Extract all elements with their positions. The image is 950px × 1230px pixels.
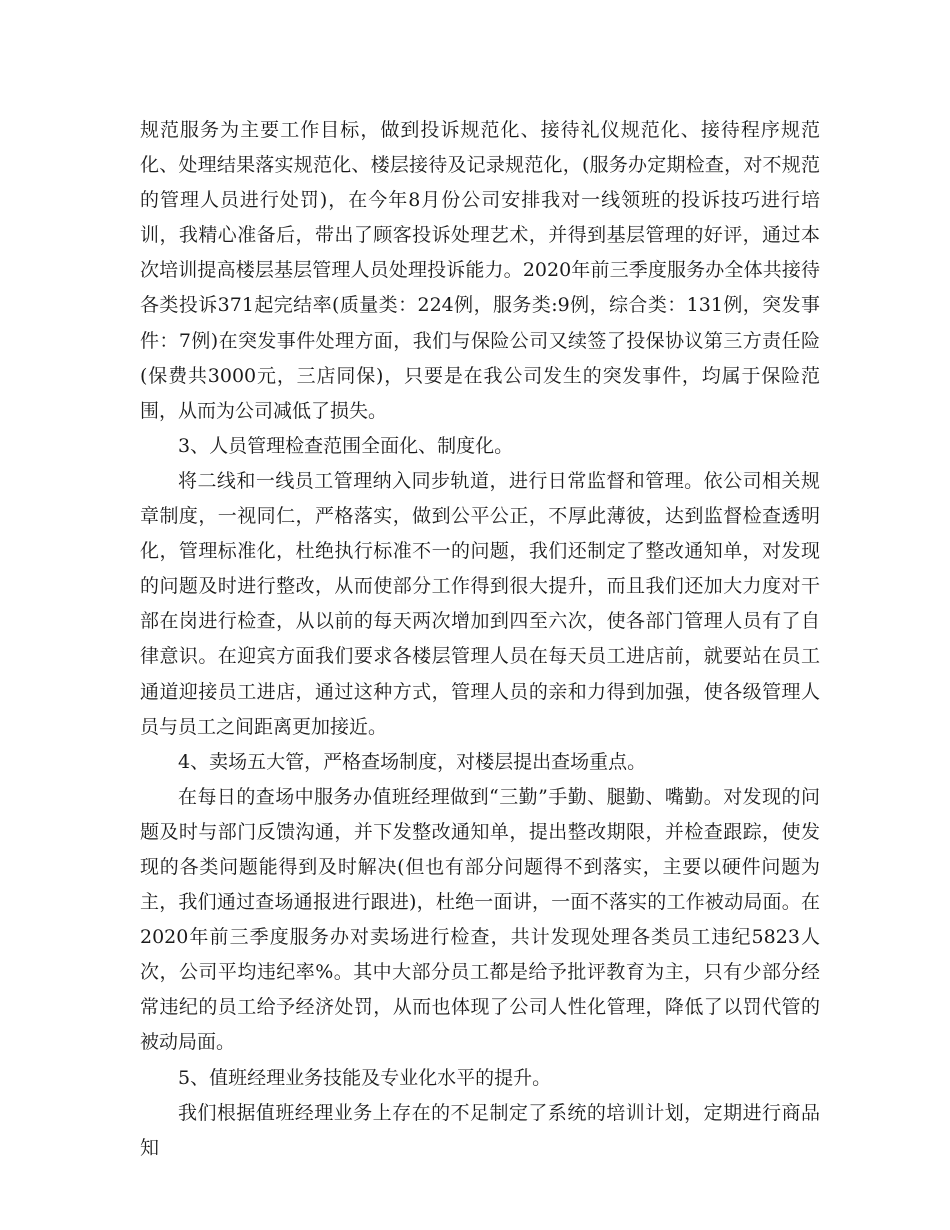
paragraph-floor-inspection: 在每日的查场中服务办值班经理做到“三勤”手勤、腿勤、嘴勤。对发现的问题及时与部门反馈沟通，并下发整改通知单，提出整改期限，并检查跟踪，使发现的各类问题能得到及时解决(但也有部分问题得不到落实，主要以硬件问题为主，我们通过查场通报进行跟进)，杜绝一面讲，一面不落实的工作被动局面。在2020年前三季度服务办对卖场进行检查，共计发现处理各类员工违纪5823人次，公司平均违纪率%。其中大部分员工都是给予批评教育为主，只有少部分经常违纪的员工给予经济处罚，从而也体现了公司人性化管理，降低了以罚代管的被动局面。 [140, 785, 820, 1054]
heading-item-5: 5、值班经理业务技能及专业化水平的提升。 [178, 1066, 552, 1089]
heading-item-4: 4、卖场五大管，严格查场制度，对楼层提出查场重点。 [178, 750, 647, 773]
document-body [140, 113, 820, 1166]
paragraph-training-plan: 我们根据值班经理业务上存在的不足制定了系统的培训计划，定期进行商品知 [140, 1101, 820, 1159]
heading-item-3: 3、人员管理检查范围全面化、制度化。 [178, 434, 514, 457]
paragraph-staff-management: 将二线和一线员工管理纳入同步轨道，进行日常监督和管理。依公司相关规章制度，一视同仁，严格落实，做到公平公正，不厚此薄彼，达到监督检查透明化，管理标准化，杜绝执行标准不一的问题，我们还制定了整改通知单，对发现的问题及时进行整改，从而使部分工作得到很大提升，而且我们还加大力度对干部在岗进行检查，从以前的每天两次增加到四至六次，使各部门管理人员有了自律意识。在迎宾方面我们要求各楼层管理人员在每天员工进店前，就要站在员工通道迎接员工进店，通过这种方式，管理人员的亲和力得到加强，使各级管理人员与员工之间距离更加接近。 [140, 469, 820, 738]
paragraph-complaint-handling: 规范服务为主要工作目标，做到投诉规范化、接待礼仪规范化、接待程序规范化、处理结果落实规范化、楼层接待及记录规范化，(服务办定期检查，对不规范的管理人员进行处罚)，在今年8月份公司安排我对一线领班的投诉技巧进行培训，我精心准备后，带出了顾客投诉处理艺术，并得到基层管理的好评，通过本次培训提高楼层基层管理人员处理投诉能力。2020年前三季度服务办全体共接待各类投诉371起完结率(质量类：224例，服务类:9例，综合类：131例，突发事件：7例)在突发事件处理方面，我们与保险公司又续签了投保协议第三方责任险(保费共3000元，三店同保)，只要是在我公司发生的突发事件，均属于保险范围，从而为公司减低了损失。 [140, 119, 820, 422]
